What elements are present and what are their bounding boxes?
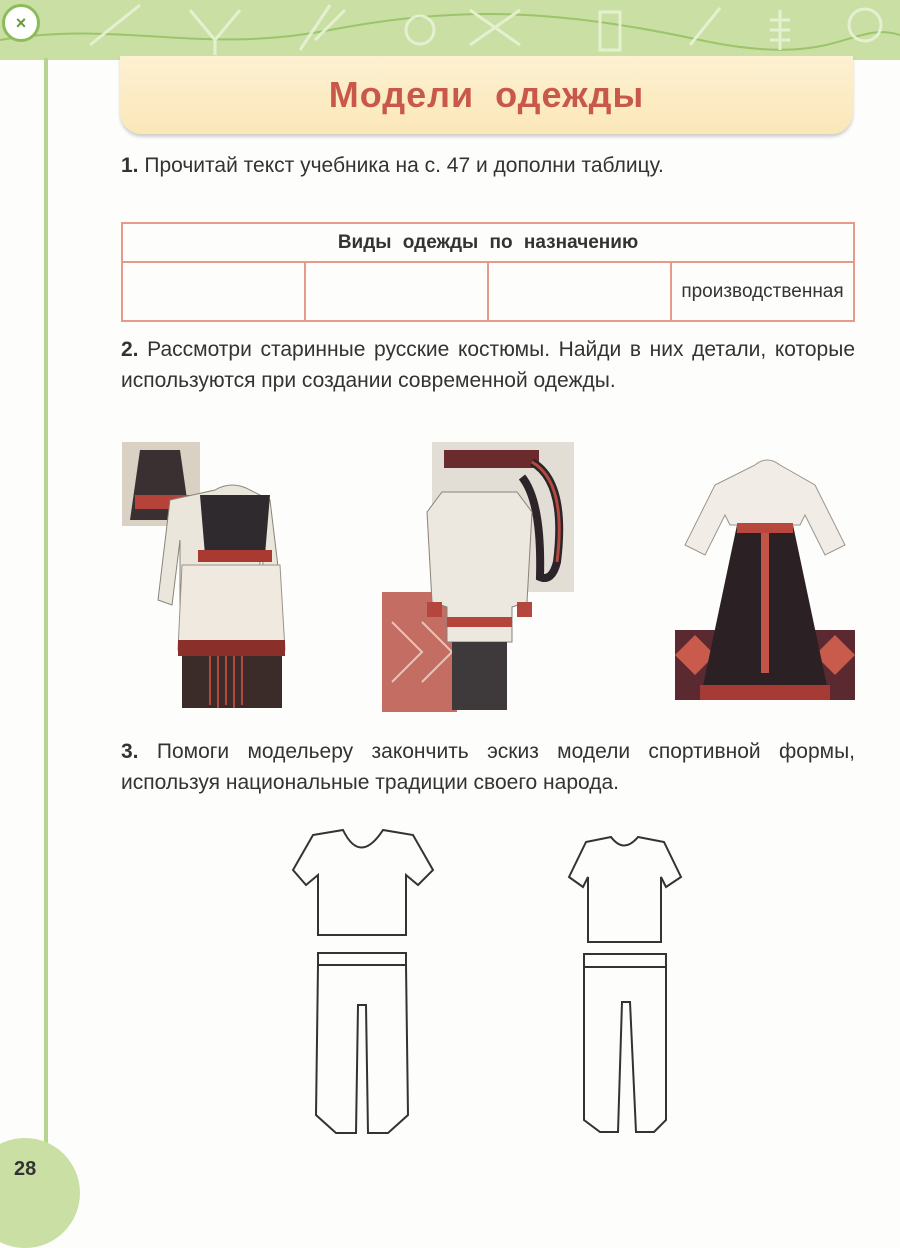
clothing-types-table: [121, 222, 855, 322]
table-cell-1[interactable]: [122, 262, 305, 321]
sketch-shirt-v-neck: [293, 830, 433, 935]
costume-photo-blouse-skirt: [675, 445, 855, 707]
costume-photo-sarafan-apron: [120, 440, 290, 715]
sketch-shirt-round-neck: [569, 837, 681, 942]
task-1: [121, 150, 855, 181]
close-icon: ×: [2, 4, 40, 42]
sketch-sport-uniform-v-neck[interactable]: [288, 825, 438, 1140]
task-1-text: Прочитай текст учебника на с. 47 и дополни таблицу.: [144, 154, 664, 177]
task-3-text: Помоги модельеру закончить эскиз модели спортивной формы, используя национальные традиции своего народа.: [121, 740, 855, 794]
sketch-sport-uniform-round-neck[interactable]: [566, 832, 686, 1137]
sketch-trousers-1: [316, 953, 408, 1133]
page-title: Модели одежды: [328, 74, 645, 115]
task-2-text: Рассмотри старинные русские костюмы. Найди в них детали, которые используются при создании современной одежды.: [121, 338, 855, 392]
task-3-number: 3.: [121, 740, 139, 763]
sketch-trousers-2: [584, 954, 666, 1132]
costume-photo-shirt-belt: [382, 442, 577, 717]
table-cell-3[interactable]: [488, 262, 671, 321]
table-cell-2[interactable]: [305, 262, 488, 321]
header-decorative-band: [0, 0, 900, 60]
table-cell-4: производственная: [671, 262, 854, 321]
sewing-tools-pattern: [0, 0, 900, 60]
table-header: Виды одежды по назначению: [122, 223, 854, 262]
task-2: [121, 334, 855, 396]
task-2-number: 2.: [121, 338, 139, 361]
page-number: 28: [14, 1158, 37, 1180]
page-number-badge: [0, 1138, 80, 1248]
task-3: [121, 736, 855, 798]
task-1-number: 1.: [121, 154, 139, 177]
title-banner: [120, 56, 853, 134]
left-margin-rule: [44, 58, 48, 1200]
